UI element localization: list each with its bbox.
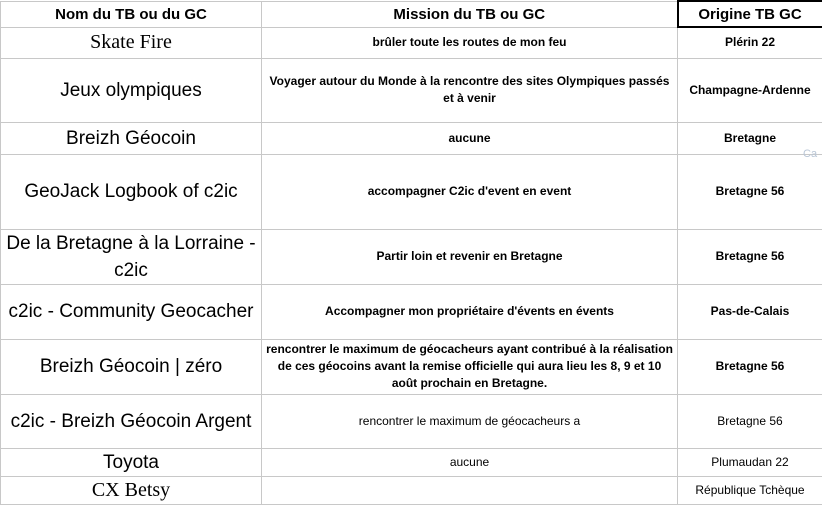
table-row	[1, 229, 822, 284]
name-cell[interactable]: CX Betsy	[1, 476, 262, 504]
name-cell[interactable]: c2ic - Breizh Géocoin Argent	[1, 394, 262, 448]
origin-cell[interactable]: Bretagne 56	[678, 394, 822, 448]
header-row	[1, 1, 822, 27]
mission-cell[interactable]: Partir loin et revenir en Bretagne	[262, 229, 678, 284]
name-cell[interactable]: Breizh Géocoin | zéro	[1, 339, 262, 394]
origin-cell[interactable]: République Tchèque	[678, 476, 822, 504]
mission-cell[interactable]: aucune	[262, 448, 678, 476]
origin-cell[interactable]: Pas-de-Calais	[678, 284, 822, 339]
origin-cell[interactable]: Bretagne 56	[678, 229, 822, 284]
name-cell[interactable]: Breizh Géocoin	[1, 122, 262, 154]
mission-cell[interactable]: Voyager autour du Monde à la rencontre des sites Olympiques passés et à venir	[262, 58, 678, 122]
table-row	[1, 154, 822, 229]
table-row	[1, 394, 822, 448]
name-cell[interactable]: Toyota	[1, 448, 262, 476]
mission-cell[interactable]: Accompagner mon propriétaire d'évents en évents	[262, 284, 678, 339]
name-cell[interactable]: GeoJack Logbook of c2ic	[1, 154, 262, 229]
mission-cell[interactable]: rencontrer le maximum de géocacheurs ayant contribué à la réalisation de ces géocoins avant la remise officielle qui aura lieu les 8, 9 et 10 août prochain en Bretagne.	[262, 339, 678, 394]
header-cell-name[interactable]: Nom du TB ou du GC	[1, 1, 262, 27]
name-cell[interactable]: Jeux olympiques	[1, 58, 262, 122]
table-row	[1, 58, 822, 122]
table-row	[1, 122, 822, 154]
origin-cell[interactable]: Plumaudan 22	[678, 448, 822, 476]
overlay-ghost-text: Ca	[803, 148, 817, 160]
origin-cell[interactable]: Bretagne 56	[678, 154, 822, 229]
table-row	[1, 448, 822, 476]
origin-cell[interactable]: Plérin 22	[678, 27, 822, 58]
mission-cell[interactable]: accompagner C2ic d'event en event	[262, 154, 678, 229]
mission-cell[interactable]: aucune	[262, 122, 678, 154]
table-row	[1, 284, 822, 339]
header-cell-origin-selected[interactable]: Origine TB GC	[678, 1, 822, 27]
name-cell[interactable]: Skate Fire	[1, 27, 262, 58]
origin-cell[interactable]: Champagne-Ardenne	[678, 58, 822, 122]
mission-cell[interactable]: rencontrer le maximum de géocacheurs a	[262, 394, 678, 448]
origin-cell[interactable]: Bretagne 56	[678, 339, 822, 394]
table-row	[1, 27, 822, 58]
mission-cell[interactable]: brûler toute les routes de mon feu	[262, 27, 678, 58]
name-cell[interactable]: c2ic - Community Geocacher	[1, 284, 262, 339]
header-cell-mission[interactable]: Mission du TB ou GC	[262, 1, 678, 27]
name-cell[interactable]: De la Bretagne à la Lorraine - c2ic	[1, 229, 262, 284]
table-row	[1, 339, 822, 394]
origin-cell[interactable]: Bretagne	[678, 122, 822, 154]
